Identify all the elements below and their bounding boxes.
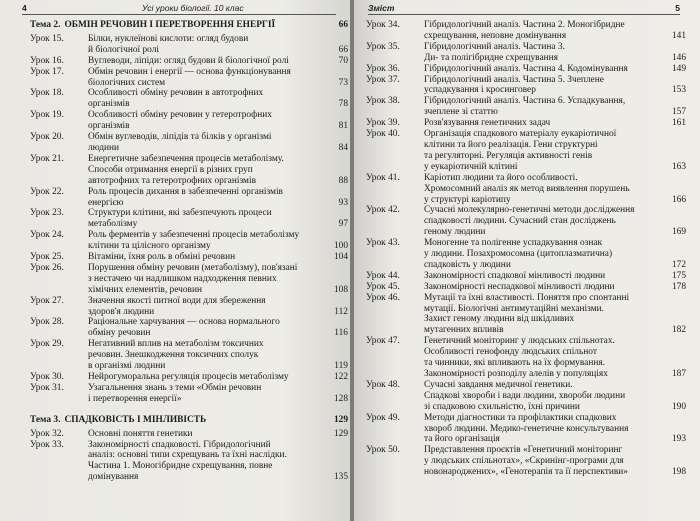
toc-entry-title-line: з нестачею чи надлишком надходження певних [88,273,277,284]
toc-entry-title-line: Обмін речовин і енергії — основа функціонування [88,66,291,77]
toc-entry [366,20,686,42]
toc-entry-title [88,429,348,440]
toc-entry-title-line: у структурі каріотипу [424,194,511,205]
toc-entry-label: Урок 37. [366,74,400,85]
toc-entry-page: 81 [338,121,348,132]
toc-entry-label: Урок 35. [366,41,400,52]
toc-entry [366,118,686,129]
toc-entry-title-line: Захист геному людини від шкідливих [424,314,575,325]
toc-entry-title [88,230,348,252]
toc-entry-title-line: ОБМІН РЕЧОВИН І ПЕРЕТВОРЕННЯ ЕНЕРГІЇ [64,20,276,30]
toc-entry-label: Урок 29. [30,339,64,350]
toc-entry [30,317,348,339]
toc-entry [366,42,686,64]
toc-entry-title-line: Гібридологічний аналіз. Частина 6. Успадкування, [424,96,626,107]
toc-entry [30,187,348,209]
toc-entry-title-line: та його організація [424,434,500,445]
toc-entry-title-line: новонароджених», «Генотерапія та її перспективи» [424,467,628,478]
toc-entry-title-line: зчеплене зі статтю [424,107,498,118]
toc-entry-title-line: клітини та цілісного організму [88,241,211,252]
toc-entry-page: 66 [338,44,348,55]
toc-entry-label: Урок 41. [366,172,400,183]
toc-entry [366,380,686,413]
toc-entry-title-line: Особливості обміну речовин у гетеротрофних [88,110,272,121]
toc-entry-label: Урок 25. [30,252,64,263]
toc-entry-page: 116 [334,328,348,339]
toc-entry-title [64,20,348,31]
toc-entry-title-line: СПАДКОВІСТЬ І МІНЛИВІСТЬ [64,414,207,425]
toc-entry-page: 163 [671,161,686,172]
toc-entry-title-line: хвороб людини. Медико-генетичне консультування [424,423,629,434]
toc-entry-label: Тема 3. [30,414,61,425]
toc-entry-label: Урок 28. [30,317,64,328]
toc-entry-title-line: у людських спільнотах», «Скринінг-програми для [424,456,624,467]
toc-entry-title-line: Значення якості питної води для збереження [88,295,266,306]
toc-entry-label: Урок 49. [366,412,400,423]
toc-entry-title-line: Раціональне харчування — основа нормального [88,317,280,328]
toc-entry [30,154,348,187]
toc-entry-title-line: схрещування, неповне домінування [424,30,567,41]
toc-entry-title [88,383,348,405]
left-running-title: Усі уроки біології. 10 клас [142,3,244,13]
toc-entry-label: Урок 24. [30,230,64,241]
toc-entry [366,173,686,206]
toc-entry [30,208,348,230]
toc-entry-title-line: хімічних елементів, речовин [88,284,203,295]
toc-entry-title [88,372,348,383]
toc-entry-title-line: Роль ферментів у забезпеченні процесів метаболізму [88,230,300,241]
toc-entry-label: Урок 45. [366,281,400,292]
toc-entry-page: 135 [333,472,348,483]
toc-entry-title [88,67,348,89]
toc-entry-title-line: Роль процесів дихання в забезпеченні організмів [88,186,283,197]
toc-theme-entry [30,415,348,426]
toc-entry-page: 166 [671,194,686,205]
toc-entry-title-line: та регуляторні. Регуляція активності генів [424,150,593,161]
toc-entry-title [64,415,348,426]
toc-entry-title-line: біологічних систем [88,77,166,88]
toc-entry [30,339,348,372]
toc-entry-title-line: Сучасні молекулярно-генетичні методи дослідження [424,205,635,216]
toc-entry-title-line: у людини. Позахромосомна (цитоплазматична) [424,249,613,260]
toc-entry-title-line: Хромосомний аналіз як метод виявлення порушень [424,183,630,194]
right-running-title: Зміст [368,3,395,13]
toc-entry [366,75,686,97]
toc-entry-page: 100 [333,241,348,252]
toc-theme-entry [30,20,348,31]
toc-entry-title-line: Методи діагностики та профілактики спадкових [424,412,617,423]
toc-entry-title [88,88,348,110]
toc-entry-title-line: та чинники, які впливають на їх формування. [424,358,606,369]
right-page [354,0,700,521]
toc-entry-page: 149 [671,63,686,74]
toc-entry-title-line: в організмі людини [88,361,166,372]
toc-entry-title-line: Структури клітини, які забезпечують процеси [88,208,272,219]
toc-entry-label: Урок 36. [366,63,400,74]
toc-entry-title-line: зі спадковою схильністю, їхні причини [424,401,580,412]
toc-entry-title-line: речовин. Знешкодження токсичних сполук [88,350,259,361]
toc-entry-label: Урок 44. [366,270,400,281]
toc-entry-title-line: успадкування і кросинговер [424,85,536,96]
toc-entry-title-line: спадковість у людини [424,259,511,270]
toc-entry-title-line: Закономірності спадкової мінливості людини [424,270,606,281]
toc-entry-title-line: автотрофних та гетеротрофних організмів [88,175,256,186]
left-page-number: 4 [22,3,27,13]
toc-entry-page: 193 [671,434,686,445]
toc-entry-page: 175 [671,270,686,281]
toc-entry-label: Урок 26. [30,262,64,273]
toc-entry-page: 153 [671,85,686,96]
toc-entry [30,56,348,67]
toc-entry-title-line: Представлення проєктів «Генетичний моніторинг [424,445,623,456]
right-running-head [368,3,680,15]
toc-entry-page: 187 [671,369,686,379]
toc-entry-page: 128 [333,393,348,404]
toc-entry-page: 73 [338,77,348,88]
toc-entry-page: 104 [333,252,348,263]
toc-entry [30,440,348,484]
toc-entry-title-line: Вуглеводи, ліпіди: огляд будови й біологічної ролі [88,55,289,66]
toc-entry [366,445,686,478]
toc-entry-page: 97 [338,219,348,230]
toc-entry-page: 146 [671,52,686,63]
toc-entry [30,110,348,132]
toc-entry-label: Урок 16. [30,55,64,66]
toc-entry-label: Урок 46. [366,292,400,303]
toc-entry-title-line: Обмін вуглеводів, ліпідів та білків у організмі [88,132,272,143]
toc-entry [30,372,348,383]
toc-entry-title-line: Основні поняття генетики [88,428,193,439]
toc-entry-page: 93 [338,197,348,208]
toc-entry [366,96,686,118]
toc-entry-title-line: й біологічної ролі [88,44,160,55]
toc-entry-label: Урок 30. [30,372,64,382]
toc-entry-title-line: Мутації та їхні властивості. Поняття про спонтанні [424,292,630,303]
toc-entry-title [424,445,686,478]
toc-entry-label: Урок 31. [30,382,64,393]
toc-entry-title-line: Організація спадкового матеріалу еукаріотичної [424,129,617,140]
toc-entry [30,88,348,110]
toc-entry-page: 141 [671,30,686,41]
toc-entry-title-line: спадковості людини. Сучасний стан досліджень [424,216,616,227]
toc-entry-title-line: мутації. Біологічні антимутаційні механізми. [424,303,605,314]
toc-entry-title-line: Закономірності розподілу алелів у популяціях [424,369,608,379]
toc-entry-title [424,42,686,64]
toc-entry-page: 198 [671,467,686,478]
toc-entry-title-line: Сучасні завдання медичної генетики. [424,379,573,390]
toc-entry-title-line: Особливості обміну речовин в автотрофних [88,88,264,99]
toc-entry-title [424,282,686,293]
left-toc [30,20,348,483]
toc-entry-title-line: Негативний вплив на метаболізм токсичних [88,339,264,350]
toc-entry-title-line: Закономірності неспадкової мінливості людини [424,281,615,292]
toc-entry [366,282,686,293]
toc-entry-label: Урок 18. [30,88,64,99]
toc-entry-title-line: клітини та його реалізація. Гени структурні [424,139,598,150]
toc-entry-title-line: Каріотип людини та його особливості. [424,172,578,183]
toc-entry-page: 88 [338,175,348,186]
toc-entry-title-line: Порушення обміну речовин (метаболізму), пов'язані [88,262,298,273]
toc-entry-title-line: енергією [88,197,124,208]
toc-entry-title-line: Нейрогуморальна регуляція процесів метаболізму [88,372,289,382]
toc-entry [30,67,348,89]
toc-entry-title [424,75,686,97]
toc-entry-title [424,205,686,238]
toc-entry [30,383,348,405]
toc-entry-title [424,173,686,206]
toc-entry-title-line: геному людини [424,227,486,238]
toc-entry-page: 112 [334,306,348,317]
toc-entry [366,205,686,238]
toc-entry-label: Урок 22. [30,186,64,197]
toc-entry-title [424,96,686,118]
toc-entry [366,271,686,282]
toc-entry-page: 178 [671,281,686,292]
toc-entry-title [88,187,348,209]
toc-entry-title-line: Вітаміни, їхня роль в обміні речовин [88,252,236,263]
toc-entry-page: 157 [671,107,686,118]
toc-entry-title [424,336,686,380]
toc-entry-title [88,208,348,230]
toc-entry-title [424,271,686,282]
toc-entry-title [88,132,348,154]
toc-entry-title [88,154,348,187]
toc-entry-page: 169 [671,227,686,238]
toc-entry-page: 161 [671,118,686,129]
toc-entry-page: 78 [338,99,348,110]
toc-entry-page: 129 [333,428,348,439]
toc-entry-title-line: домінування [88,472,139,483]
toc-entry-page: 129 [333,414,348,425]
toc-entry [30,252,348,263]
toc-entry-title-line: Гібридологічний аналіз. Частина 3. [424,41,565,52]
toc-entry-title [424,293,686,337]
toc-entry-title-line: аналіз: основні типи схрещувань та їхні наслідки. [88,450,287,461]
toc-entry-title-line: Моногенне та полігенне успадкування ознак [424,238,603,249]
toc-entry [30,132,348,154]
toc-entry-title-line: мутагенних впливів [424,325,504,336]
toc-entry [366,413,686,446]
toc-entry-title [88,317,348,339]
toc-entry [30,34,348,56]
toc-entry-label: Урок 23. [30,208,64,219]
toc-entry-label: Урок 39. [366,118,400,129]
toc-entry-title-line: Білки, нуклеїнові кислоти: огляд будови [88,33,249,44]
toc-entry-title [424,118,686,129]
toc-entry-page: 70 [338,55,348,66]
toc-entry [366,64,686,75]
toc-entry-title-line: обміну речовин [88,328,151,339]
toc-entry-label: Урок 42. [366,205,400,216]
toc-entry-page: 122 [333,372,348,382]
toc-entry-title-line: Гібридологічний аналіз. Частина 2. Моногібридне [424,20,625,30]
toc-entry [366,129,686,173]
toc-entry-title-line: організмів [88,121,130,132]
toc-entry-title-line: Закономірності спадковості. Гібридологічний [88,439,271,450]
toc-entry-title-line: метаболізму [88,219,138,230]
toc-entry-title [424,380,686,413]
toc-entry-title [424,413,686,446]
toc-entry-title [88,252,348,263]
toc-entry [366,293,686,337]
right-page-number: 5 [675,3,680,13]
toc-entry-page: 190 [671,401,686,412]
toc-entry-title [88,56,348,67]
toc-entry-label: Урок 34. [366,20,400,30]
toc-entry [30,429,348,440]
toc-entry [30,230,348,252]
right-toc [366,20,686,478]
toc-entry-title-line: Спадкові хвороби і вади людини, хвороби людини [424,390,626,401]
toc-entry-title-line: організмів [88,99,130,110]
left-running-head [22,3,336,15]
toc-entry-title [424,20,686,42]
toc-entry [366,238,686,271]
toc-entry-title-line: Генетичний моніторинг у людських спільнотах. [424,336,615,347]
toc-entry-label: Урок 40. [366,129,400,140]
toc-entry [366,336,686,380]
toc-entry-title-line: Способи отримання енергії в різних груп [88,164,253,175]
toc-entry-page: 66 [338,20,348,30]
toc-entry-title-line: Узагальнення знань з теми «Обмін речовин [88,382,262,393]
toc-entry-label: Урок 32. [30,428,64,439]
toc-entry-label: Урок 27. [30,295,64,306]
toc-entry-title-line: і перетворення енергії» [88,393,182,404]
toc-entry [30,263,348,296]
toc-entry-page: 84 [338,142,348,153]
toc-entry-title [424,129,686,173]
toc-entry-label: Урок 21. [30,153,64,164]
toc-entry-title [88,440,348,484]
toc-entry-page: 108 [333,284,348,295]
toc-entry-label: Урок 43. [366,238,400,249]
toc-entry-title-line: Розв'язування генетичних задач [424,118,551,129]
toc-entry-title [88,110,348,132]
toc-entry-page: 172 [671,259,686,270]
toc-entry-title-line: людини [88,142,120,153]
toc-entry-label: Тема 2. [30,20,61,30]
toc-entry-label: Урок 50. [366,445,400,456]
toc-entry-page: 182 [671,325,686,336]
toc-entry-title-line: Ди- та полігібридне схрещування [424,52,558,63]
toc-entry-label: Урок 47. [366,336,400,347]
toc-entry-title [88,339,348,372]
toc-entry-label: Урок 38. [366,96,400,107]
toc-entry-label: Урок 33. [30,439,64,450]
toc-entry-label: Урок 20. [30,132,64,143]
toc-entry-title-line: у еукаріотичній клітині [424,161,518,172]
toc-entry-title-line: Енергетичне забезпечення процесів метаболізму. [88,153,284,164]
toc-entry-title-line: Гібридологічний аналіз. Частина 5. Зчеплене [424,74,604,85]
toc-entry-title [424,64,686,75]
toc-entry-label: Урок 17. [30,66,64,77]
toc-entry-title-line: Гібридологічний аналіз. Частина 4. Кодомінування [424,63,628,74]
toc-entry-page: 119 [334,361,348,372]
toc-entry-label: Урок 48. [366,379,400,390]
toc-entry-label: Урок 19. [30,110,64,121]
toc-entry-title-line: Частина 1. Моногібридне схрещування, повне [88,461,273,472]
toc-entry-title [88,296,348,318]
toc-entry-title-line: Особливості генофонду людських спільнот [424,347,597,358]
toc-entry-title [88,263,348,296]
toc-entry-title [88,34,348,56]
toc-entry-label: Урок 15. [30,33,64,44]
toc-entry-title-line: здоров'я людини [88,306,155,317]
toc-entry-title [424,238,686,271]
toc-entry [30,296,348,318]
